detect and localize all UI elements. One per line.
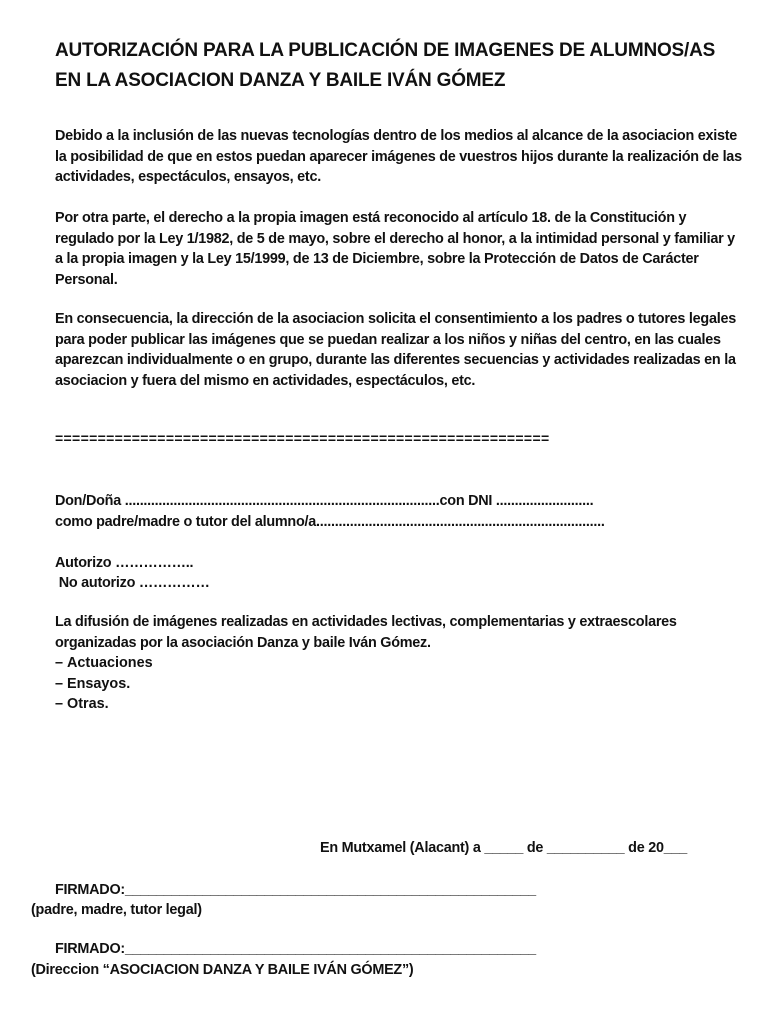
- not-authorize-option[interactable]: No autorizo ……………: [55, 575, 210, 591]
- parent-signature-role: (padre, madre, tutor legal): [31, 902, 202, 918]
- director-signature-field[interactable]: FIRMADO:_____________________________________________________: [55, 941, 536, 957]
- activity-list: [55, 653, 153, 715]
- paragraph-intro: Debido a la inclusión de las nuevas tecnologías dentro de los medios al alcance de la asociacion existe la posibilidad de que en estos puedan aparecer imágenes de vuestros hijos durante la realización de las actividades, espectáculos, ensayos, etc.: [55, 128, 742, 185]
- paragraph-consent-request: En consecuencia, la dirección de la asociacion solicita el consentimiento a los padres o tutores legales para poder publicar las imágenes que se puedan realizar a los niños y niñas del centro, en las cuales aparezcan individualmente o en grupo, durante las diferentes secuencias y actividades realizadas en la asociacion y fuera del mismo en actividades, espectáculos, etc.: [55, 311, 736, 389]
- list-item: – Otras.: [55, 694, 153, 715]
- place-date-line[interactable]: En Mutxamel (Alacant) a _____ de __________ de 20___: [320, 840, 687, 856]
- paragraph-legal-basis: Por otra parte, el derecho a la propia imagen está reconocido al artículo 18. de la Constitución y regulado por la Ley 1/1982, de 5 de mayo, sobre el derecho al honor, a la intimidad personal y familiar y a la propia imagen y la Ley 15/1999, de 13 de Diciembre, sobre la Protección de Datos de Carácter Personal.: [55, 210, 735, 288]
- director-signature-role: (Direccion “ASOCIACION DANZA Y BAILE IVÁN GÓMEZ”): [31, 962, 414, 978]
- list-item: – Ensayos.: [55, 674, 153, 695]
- list-item: – Actuaciones: [55, 653, 153, 674]
- diffusion-text: La difusión de imágenes realizadas en actividades lectivas, complementarias y extraescolares organizadas por la asociación Danza y baile Iván Gómez.: [55, 614, 677, 651]
- authorize-option[interactable]: Autorizo ……………..: [55, 555, 194, 571]
- guardian-name-dni-field[interactable]: Don/Doña ....................................................................................con DNI ..........................: [55, 493, 594, 509]
- separator-line: ==========================================================: [55, 430, 550, 446]
- student-name-field[interactable]: como padre/madre o tutor del alumno/a.............................................................................: [55, 514, 605, 530]
- document-title: AUTORIZACIÓN PARA LA PUBLICACIÓN DE IMAGENES DE ALUMNOS/AS EN LA ASOCIACION DANZA Y BAILE IVÁN GÓMEZ: [55, 40, 716, 91]
- parent-signature-field[interactable]: FIRMADO:_____________________________________________________: [55, 882, 536, 898]
